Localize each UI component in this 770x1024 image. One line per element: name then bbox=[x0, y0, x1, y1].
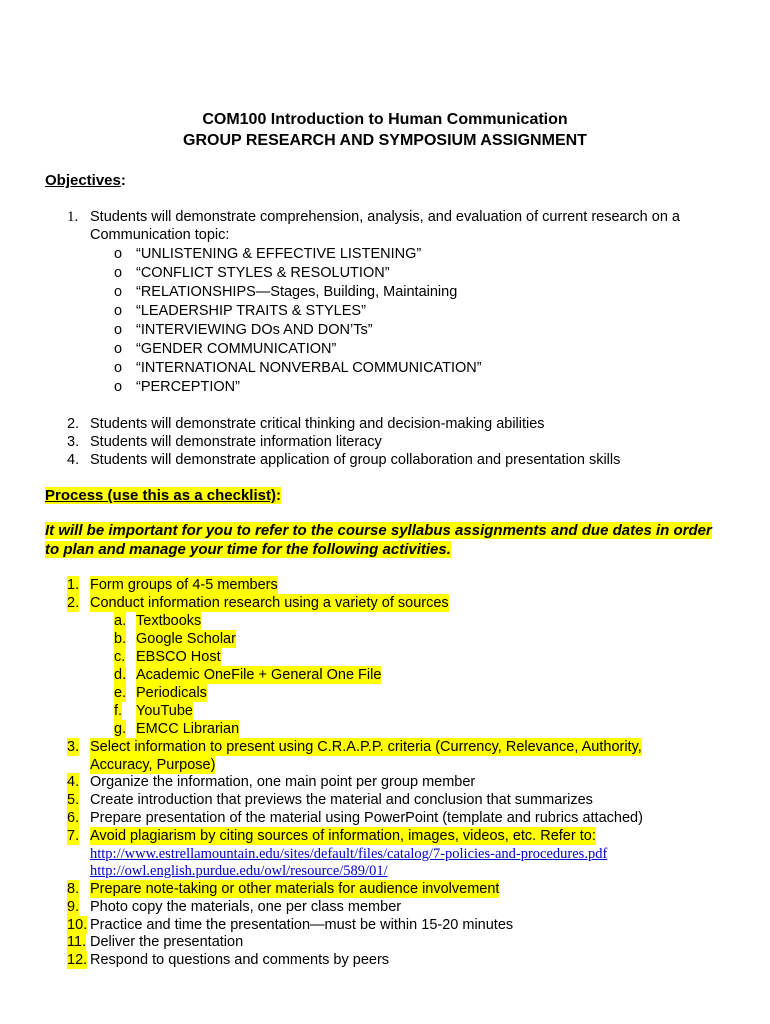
process-heading: Process (use this as a checklist): bbox=[45, 487, 281, 504]
document-page: COM100 Introduction to Human Communication GROUP RESEARCH AND SYMPOSIUM ASSIGNMENT Objectives: 1. Students will demonstrate comprehension, analysis, and evaluation of current research on a Communication topic: o “UNLISTENING & EFFECTIVE LISTENING” o “CONFLICT STYLES & RESOLUTION” o “RELATIONSHIPS—Stages, Building, Maintaining o “LEADERSHIP TRAITS & STYLES” o “INTERVIEWING DOs AND DON’Ts” o “GENDER COMMUNICATION” o “INTERNATIONAL NONVERBAL COMMUNICATION” o “PERCEPTION” 2. Students will demonstrate critical thinking and decision-making abilities 3. Students will demonstrate information literacy 4. Students will demonstrate application of group collaboration and presentation skills Process (use this as a checklist): It will be important for you to refer to the course syllabus assignments and due dates in order to plan and manage your time for the following activities. 1. Form groups of 4-5 members 2. Conduct information research using a variety of sources a. Textbooks b. Google Scholar c. EBSCO Host d. Academic OneFile + General One File e. Periodicals f. YouTube g. EMCC Librarian 3. Select information to present using C.R.A.P.P. criteria (Currency, Relevance, Authority, Accuracy, Purpose) 4. Organize the information, one main point per group member 5. Create introduction that previews the material and conclusion that summarizes 6. Prepare presentation of the material using PowerPoint (template and rubrics attached) 7. Avoid plagiarism by citing sources of information, images, videos, etc. Refer to: http://www.estrellamountain.edu/sites/default/files/catalog/7-policies-and-procedures.pdf http://owl.english.purdue.edu/owl/resource/589/01/ 8. Prepare note-taking or other materials for audience involvement 9. Photo copy the materials, one per class member 10. Practice and time the presentation—must be within 15-20 minutes 11. Deliver the presentation 12. Respond to questions and comments by peers bbox=[0, 0, 770, 1024]
process-note-line1: It will be important for you to refer to the course syllabus assignments and due dates in order bbox=[45, 522, 712, 539]
assignment-title: GROUP RESEARCH AND SYMPOSIUM ASSIGNMENT bbox=[183, 132, 587, 149]
objectives-heading: Objectives: bbox=[45, 172, 126, 189]
course-title: COM100 Introduction to Human Communication bbox=[202, 111, 568, 128]
policies-link[interactable]: http://www.estrellamountain.edu/sites/default/files/catalog/7-policies-and-procedures.pdf bbox=[90, 846, 608, 862]
owl-link[interactable]: http://owl.english.purdue.edu/owl/resource/589/01/ bbox=[90, 863, 388, 879]
process-note-line2: to plan and manage your time for the following activities. bbox=[45, 541, 451, 558]
